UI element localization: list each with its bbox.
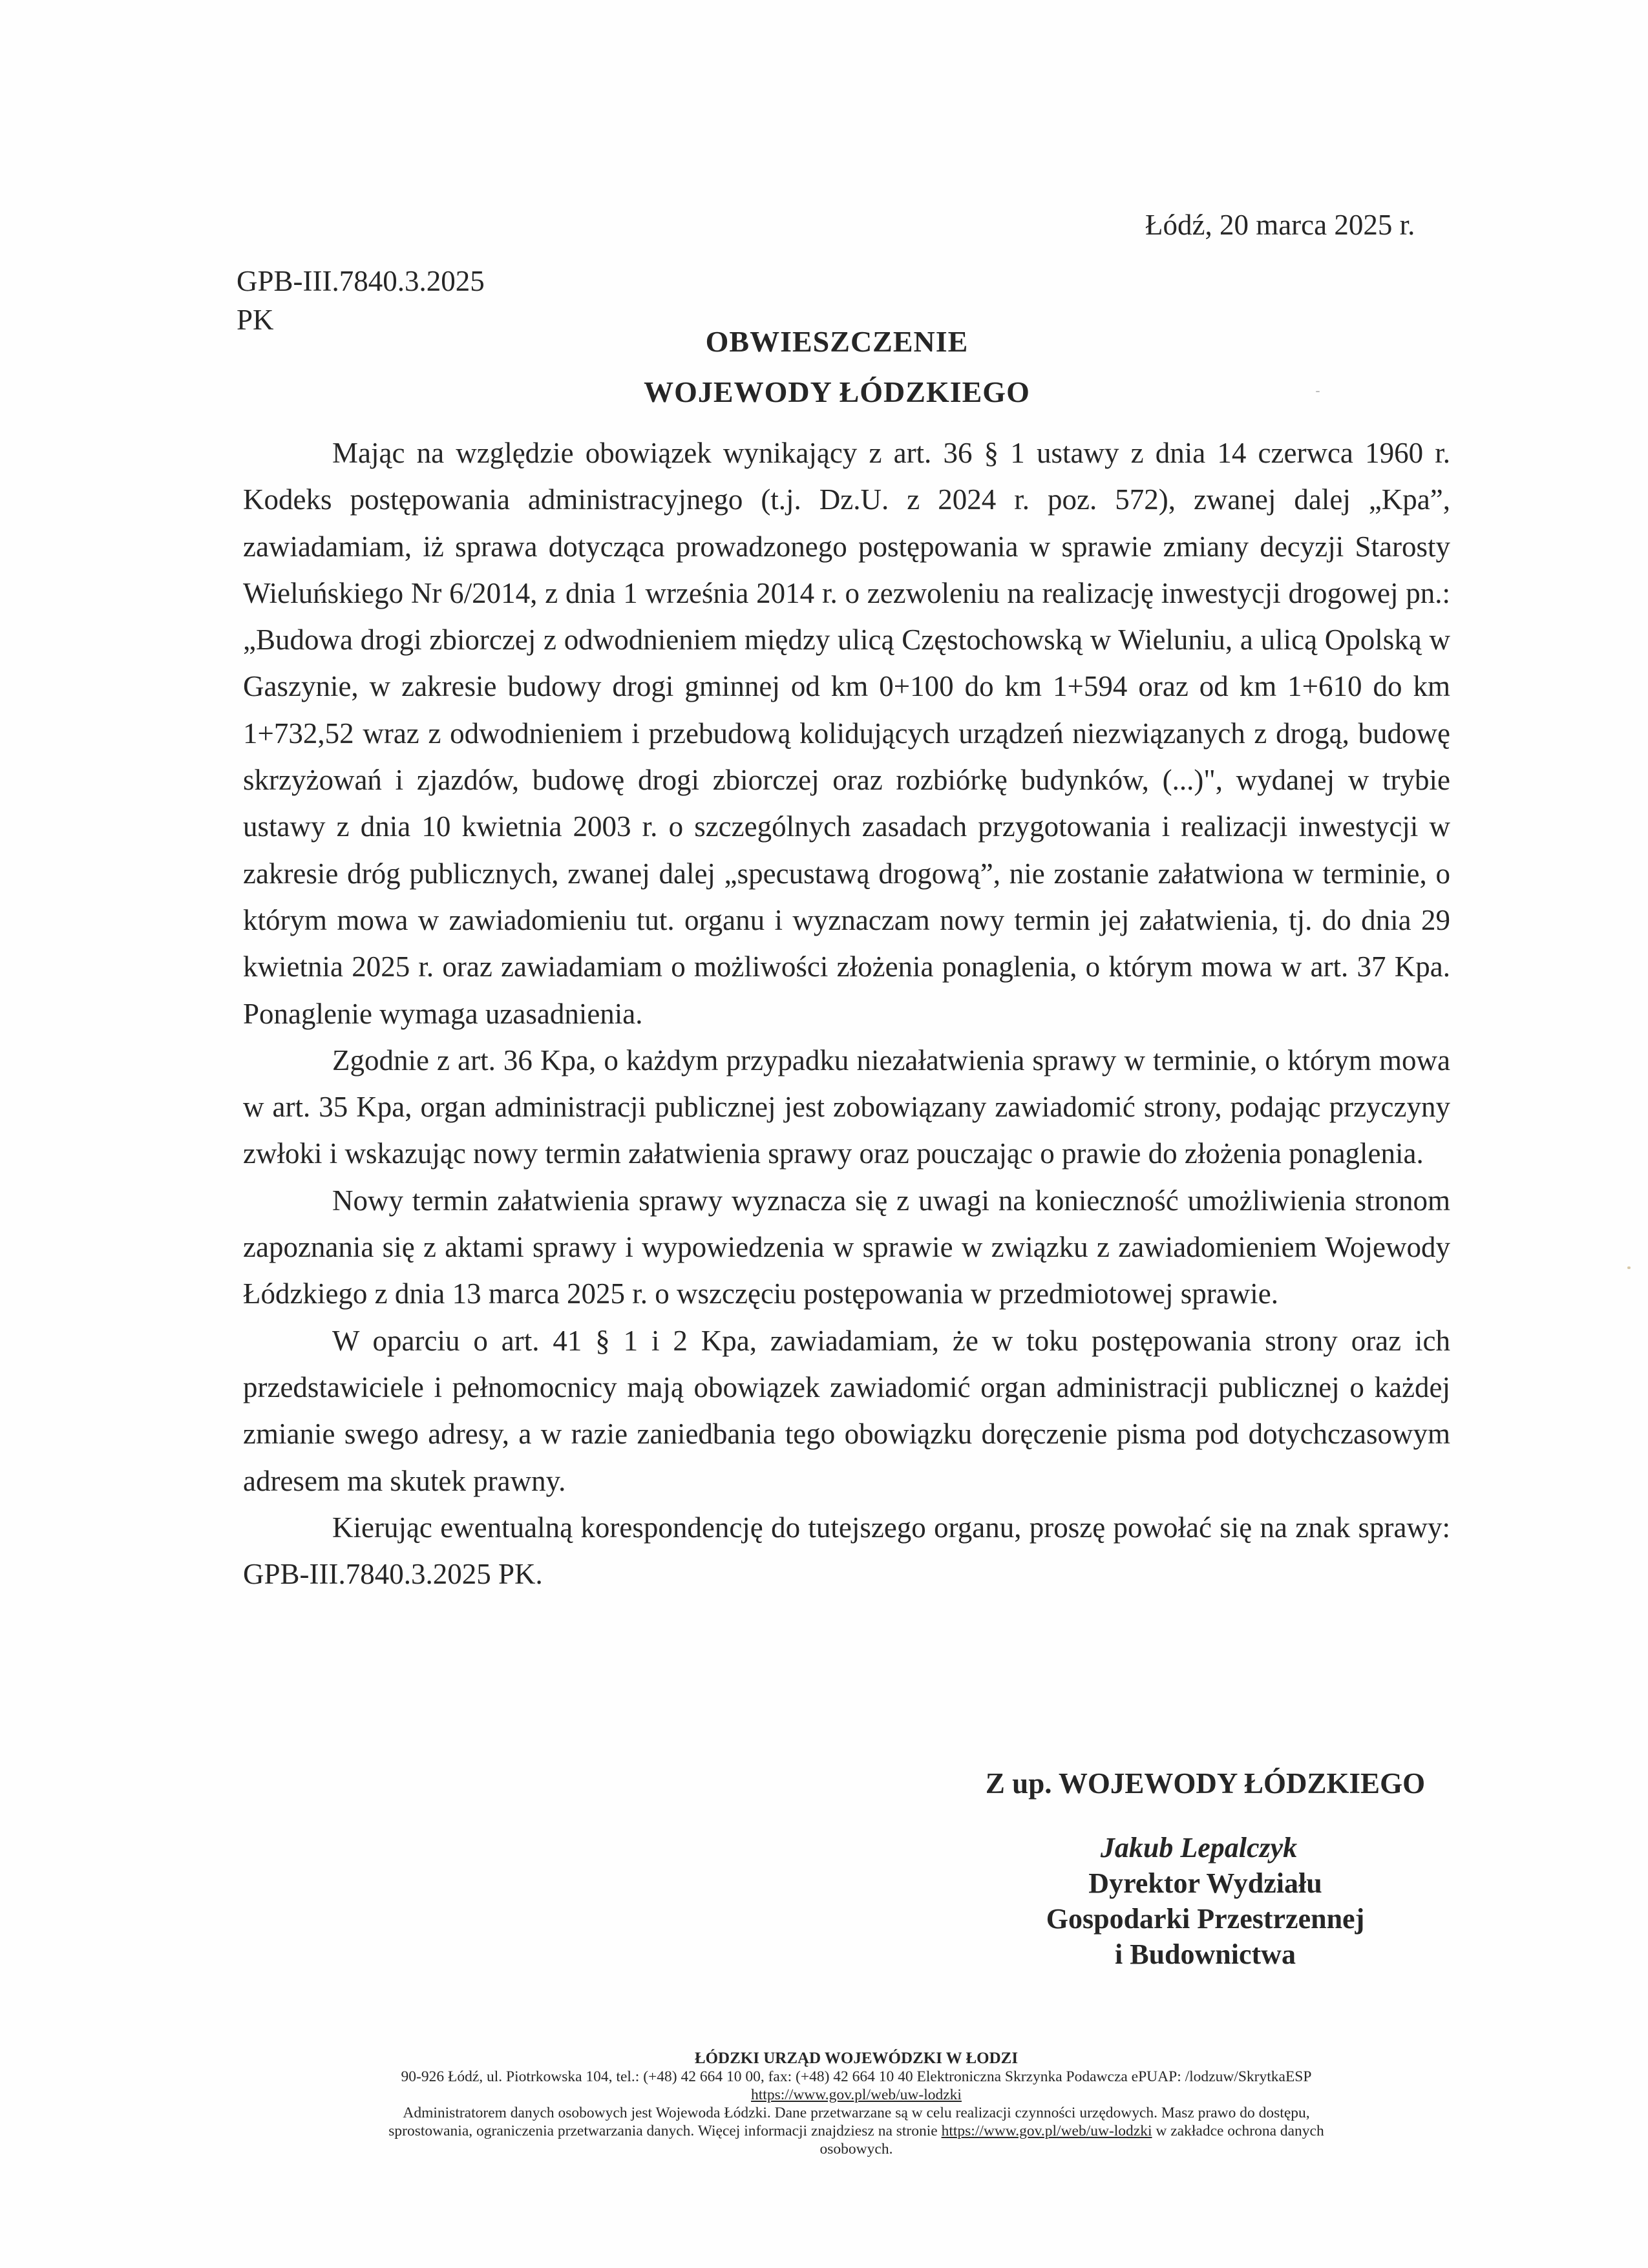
signatory-name: Jakub Lepalczyk (1100, 1832, 1298, 1864)
body-paragraph: Nowy termin załatwienia sprawy wyznacza się z uwagi na konieczność umożliwienia stronom zapoznania się z aktami sprawy i wypowiedzenia w sprawie w związku z zawiadomieniem Wojewody Łódzkiego z dnia 13 marca 2025 r. o wszczęciu postępowania w przedmiotowej sprawie. (243, 1184, 1450, 1310)
signature-on-behalf: Z up. WOJEWODY ŁÓDZKIEGO (985, 1767, 1426, 1800)
body-paragraph: Kierując ewentualną korespondencję do tutejszego organu, proszę powołać się na znak sprawy: GPB-III.7840.3.2025 PK. (243, 1511, 1450, 1591)
footer-contact: 90-926 Łódź, ul. Piotrkowska 104, tel.: (+48) 42 664 10 00, fax: (+48) 42 664 10 40 Elektroniczna Skrzynka Podawcza ePUAP: /lodzuw/SkrytkaESP (401, 2068, 1312, 2085)
scan-speck (1627, 1266, 1631, 1269)
case-initials: PK (237, 304, 274, 336)
document-date: Łódź, 20 marca 2025 r. (1145, 209, 1415, 241)
body-paragraph: Mając na względzie obowiązek wynikający z art. 36 § 1 ustawy z dnia 14 czerwca 1960 r. Kodeks postępowania administracyjnego (t.j. Dz.U. z 2024 r. poz. 572), zwanej dalej „Kpa”, zawiadamiam, iż sprawa dotycząca prowadzonego postępowania w sprawie zmiany decyzji Starosty Wieluńskiego Nr 6/2014, z dnia 1 września 2014 r. o zezwoleniu na realizację inwestycji drogowej pn.: „Budowa drogi zbiorczej z odwodnieniem między ulicą Częstochowską w Wieluniu, a ulicą Opolską w Gaszynie, w zakresie budowy drogi gminnej od km 0+100 do km 1+594 oraz od km 1+610 do km 1+732,52 wraz z odwodnieniem i przebudową kolidujących urządzeń niezwiązanych z drogą, budowę skrzyżowań i zjazdów, budowę drogi zbiorczej oraz rozbiórkę budynków, (...)", wydanej w trybie ustawy z dnia 10 kwietnia 2003 r. o szczególnych zasadach przygotowania i realizacji inwestycji w zakresie dróg publicznych, zwanej dalej „specustawą drogową”, nie zostanie załatwiona w terminie, o którym mowa w zawiadomieniu tut. organu i wyznaczam nowy termin jej załatwienia, tj. do dnia 29 kwietnia 2025 r. oraz zawiadamiam o możliwości złożenia ponaglenia, o którym mowa w art. 37 Kpa. Ponaglenie wymaga uzasadnienia. (243, 437, 1450, 1030)
body-paragraph: Zgodnie z art. 36 Kpa, o każdym przypadku niezałatwienia sprawy w terminie, o którym mowa w art. 35 Kpa, organ administracji publicznej jest zobowiązany zawiadomić strony, podając przyczyny zwłoki i wskazując nowy termin załatwienia sprawy oraz pouczając o prawie do złożenia ponaglenia. (243, 1044, 1450, 1170)
footer-privacy-text: w zakładce ochrona danych (1152, 2123, 1324, 2139)
signatory-role-line: Dyrektor Wydziału (1088, 1867, 1322, 1899)
case-number: GPB-III.7840.3.2025 (237, 265, 485, 297)
footer-website-link[interactable]: https://www.gov.pl/web/uw-lodzki (751, 2086, 962, 2103)
footer-privacy-line-2 (246, 2122, 1467, 2140)
footer-privacy-line-1: Administratorem danych osobowych jest Wojewoda Łódzki. Dane przetwarzane są w celu realizacji czynności urzędowych. Masz prawo do dostępu, (403, 2105, 1310, 2121)
title-line-1: OBWIESZCZENIE (705, 325, 969, 358)
body-paragraph: W oparciu o art. 41 § 1 i 2 Kpa, zawiadamiam, że w toku postępowania strony oraz ich przedstawiciele i pełnomocnicy mają obowiązek zawiadomić organ administracji publicznej o każdej zmianie swego adresy, a w razie zaniedbania tego obowiązku doręczenie pisma pod dotychczasowym adresem ma skutek prawny. (243, 1324, 1450, 1497)
footer-privacy-link[interactable]: https://www.gov.pl/web/uw-lodzki (941, 2123, 1152, 2139)
title-line-2: WOJEWODY ŁÓDZKIEGO (644, 375, 1030, 408)
document-title (0, 317, 1648, 417)
signature-block (931, 1764, 1480, 1972)
footer-office-name: ŁÓDZKI URZĄD WOJEWÓDZKI W ŁODZI (694, 2050, 1019, 2067)
signatory-role-line: i Budownictwa (1115, 1938, 1296, 1970)
signatory-role-line: Gospodarki Przestrzennej (1046, 1903, 1365, 1935)
footer-privacy-line-3: osobowych. (819, 2141, 893, 2158)
scan-speck (1316, 391, 1320, 392)
letterhead-footer (246, 2050, 1467, 2158)
document-body (243, 430, 1450, 1597)
footer-privacy-text: sprostowania, ograniczenia przetwarzania danych. Więcej informacji znajdziesz na stronie (388, 2123, 942, 2139)
